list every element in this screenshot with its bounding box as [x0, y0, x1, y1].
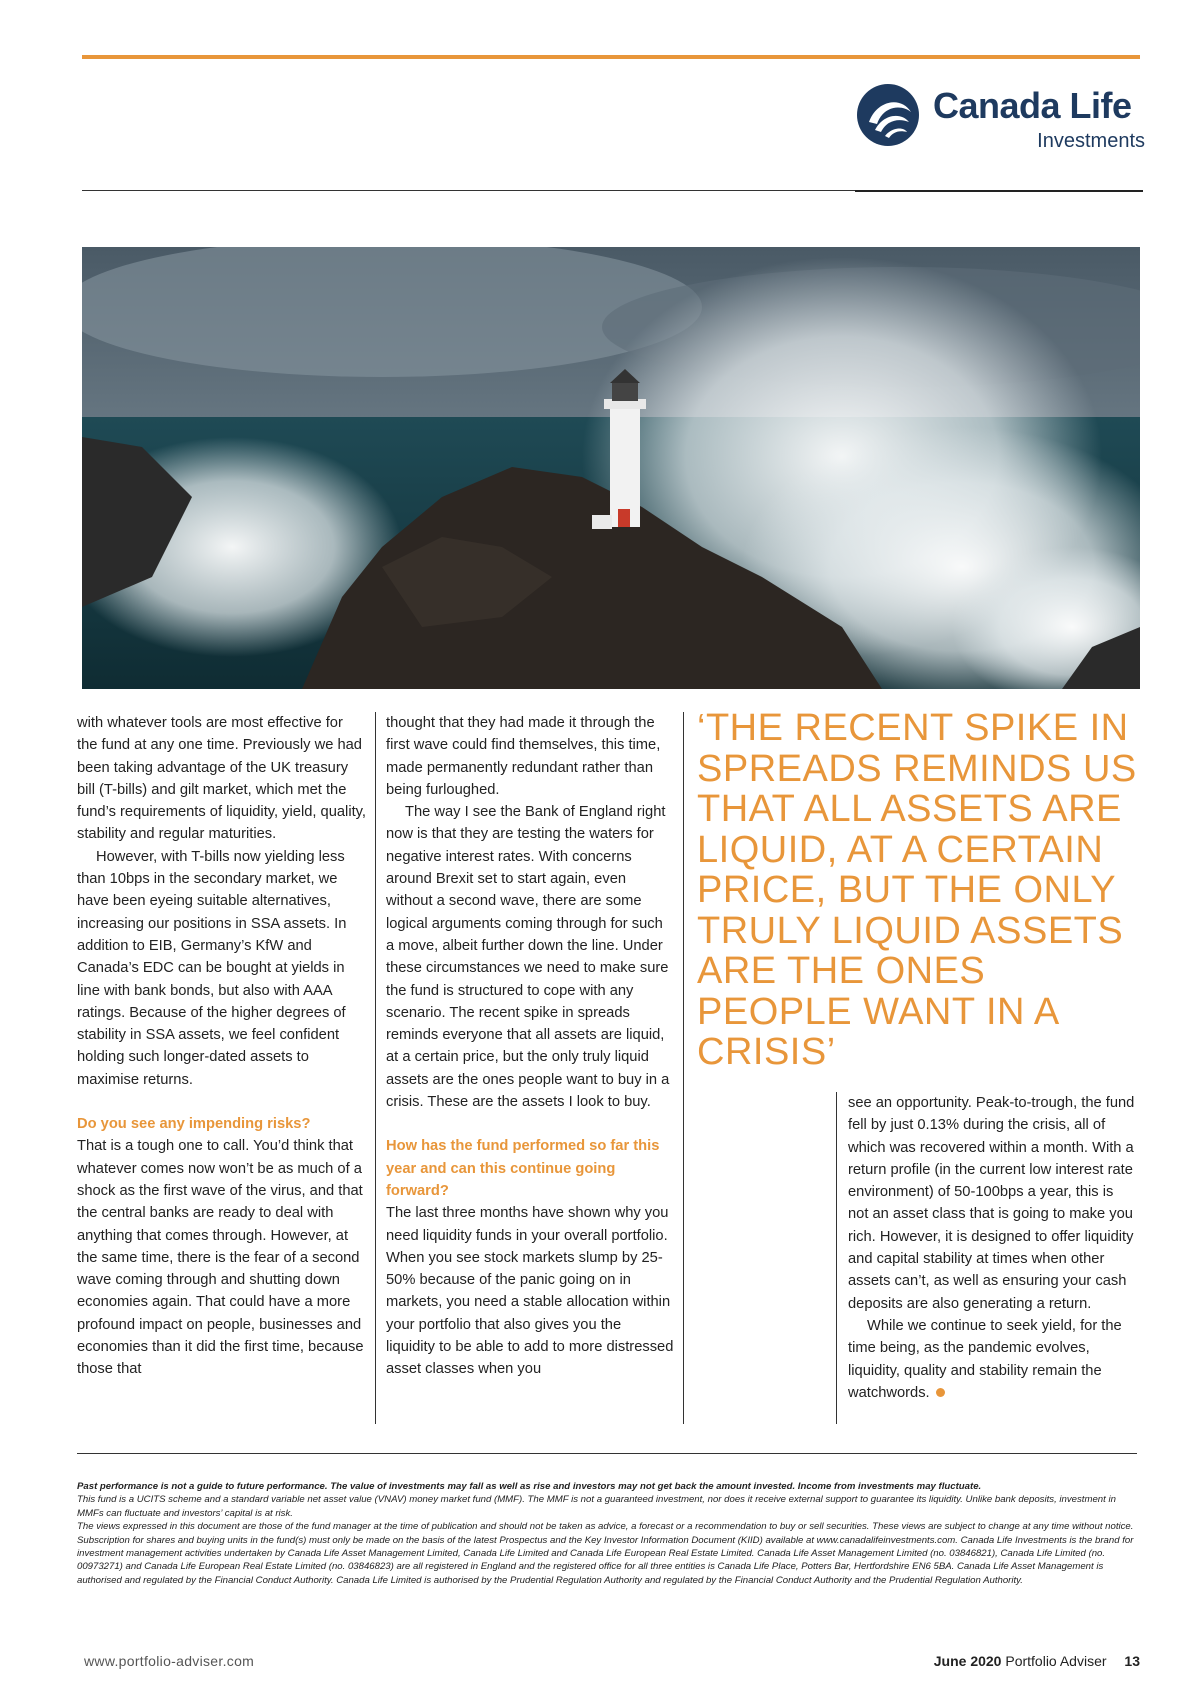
- lighthouse-storm-photo-icon: [82, 247, 1140, 689]
- pull-quote: ‘THE RECENT SPIKE IN SPREADS REMINDS US THAT ALL ASSETS ARE LIQUID, AT A CERTAIN PRICE, BUT THE ONLY TRULY LIQUID ASSETS ARE THE ONES PEOPLE WANT IN A CRISIS’: [697, 707, 1137, 1073]
- end-mark-icon: [936, 1388, 945, 1397]
- header-rule-accent: [855, 190, 1143, 192]
- canada-life-logo: [855, 82, 1145, 158]
- paragraph: However, with T-bills now yielding less than 10bps in the secondary market, we have been eyeing suitable alternatives, increasing our positions in SSA assets. In addition to EIB, Germany’s KfW and Canada’s EDC can be bought at yields in line with bank bonds, but also with AAA ratings. Because of the higher degrees of stability in SSA assets, we feel confident holding such longer-dated assets to maximise returns.: [77, 848, 347, 1088]
- paragraph: That is a tough one to call. You’d think that whatever comes now won’t be as much of a shock as the first wave of the virus, and that the central banks are ready to deal with anything that comes through. However, at the same time, there is the fear of a second wave coming through and shutting down economies again. That could have a more profound impact on people, businesses and economies than it did the first time, because those that: [77, 1138, 364, 1378]
- canada-life-emblem-icon: [855, 82, 921, 148]
- article-column-3: [848, 1092, 1135, 1404]
- disclaimer-line: This fund is a UCITS scheme and a standard variable net asset value (VNAV) money market fund (MMF). The MMF is not a guaranteed investment, nor does it receive external support to guarantee its liquidity. Unlike bank deposits, investment in MMFs can fluctuate and investors’ capital is at risk.: [77, 1494, 1116, 1519]
- paragraph: The last three months have shown why you need liquidity funds in your overall portfolio. When you see stock markets slump by 25-50% because of the panic going on in markets, you need a stable allocation within your portfolio that also gives you the liquidity to be able to add to more distressed asset classes when you: [386, 1205, 674, 1378]
- column-divider: [683, 712, 684, 1424]
- brand-subtitle: Investments: [1037, 130, 1145, 152]
- subheading: Do you see any impending risks?: [77, 1116, 311, 1133]
- paragraph-text: While we continue to seek yield, for the time being, as the pandemic evolves, liquidity, quality and stability remain the watchwords.: [848, 1317, 1122, 1401]
- subheading: How has the fund performed so far this year and can this continue going forward?: [386, 1138, 660, 1199]
- article-column-1: [77, 712, 367, 1381]
- paragraph: [848, 1315, 1135, 1404]
- disclaimer: [77, 1480, 1137, 1587]
- footer-rule: [77, 1453, 1137, 1454]
- paragraph: The way I see the Bank of England right now is that they are testing the waters for negative interest rates. With concerns around Brexit set to start again, even without a second wave, there are some logical arguments coming through for such a move, albeit further down the line. Under these circumstances we need to make sure the fund is structured to cope with any scenario. The recent spike in spreads reminds everyone that all assets are liquid, at a certain price, but the only truly liquid assets are the ones people want to buy in a crisis. These are the assets I look to buy.: [386, 804, 670, 1111]
- article-column-2: [386, 712, 674, 1381]
- top-accent-rule: [82, 55, 1140, 59]
- magazine-name: Portfolio Adviser: [1005, 1653, 1107, 1669]
- lighthouse-photo: [82, 247, 1140, 689]
- footer-url[interactable]: www.portfolio-adviser.com: [84, 1653, 255, 1669]
- disclaimer-line: The views expressed in this document are those of the fund manager at the time of publication and should not be taken as advice, a forecast or a recommendation to buy or sell securities. These views are subject to change at any time without notice.: [77, 1521, 1134, 1533]
- footer-issue: [934, 1653, 1140, 1669]
- page-number: 13: [1124, 1653, 1140, 1669]
- issue-date: June 2020: [933, 1653, 1002, 1669]
- disclaimer-line: Subscription for shares and buying units in the fund(s) must only be made on the basis of the latest Prospectus and the Key Investor Information Document (KIID) available at www.canadalifeinvestments.com. Canada Life Investments is the brand for investment management activities undertaken by Canada Life Asset Management Limited, Canada Life Limited and Canada Life European Real Estate Limited. Canada Life Asset Management Limited (no. 03846821), Canada Life Limited (no. 00973271) and Canada Life European Real Estate Limited (no. 03846823) are all registered in England and the registered office for all three entities is Canada Life Place, Potters Bar, Hertfordshire EN6 5BA. Canada Life Asset Management is authorised and regulated by the Financial Conduct Authority. Canada Life Limited is authorised by the Prudential Regulation Authority and regulated by the Financial Conduct Authority and the Prudential Regulation Authority.: [77, 1534, 1134, 1586]
- disclaimer-bold: Past performance is not a guide to future performance. The value of investments may fall as well as rise and investors may not get back the amount invested. Income from investments may fluctuate.: [77, 1481, 982, 1492]
- brand-name: Canada Life: [933, 85, 1132, 126]
- column-divider: [836, 1092, 837, 1424]
- column-divider: [375, 712, 376, 1424]
- paragraph: thought that they had made it through the first wave could find themselves, this time, made permanently redundant rather than being furloughed.: [386, 715, 661, 798]
- paragraph: with whatever tools are most effective for the fund at any one time. Previously we had been taking advantage of the UK treasury bill (T-bills) and gilt market, which met the fund’s requirements of liquidity, yield, quality, stability and regular maturities.: [77, 715, 367, 843]
- paragraph: see an opportunity. Peak-to-trough, the fund fell by just 0.13% during the crisis, all of which was recovered within a month. With a return profile (in the current low interest rate environment) of 50-100bps a year, this is not an asset class that is going to make you rich. However, it is designed to offer liquidity and capital stability at times when other assets can’t, as well as ensuring your cash deposits are also generating a return.: [848, 1095, 1135, 1312]
